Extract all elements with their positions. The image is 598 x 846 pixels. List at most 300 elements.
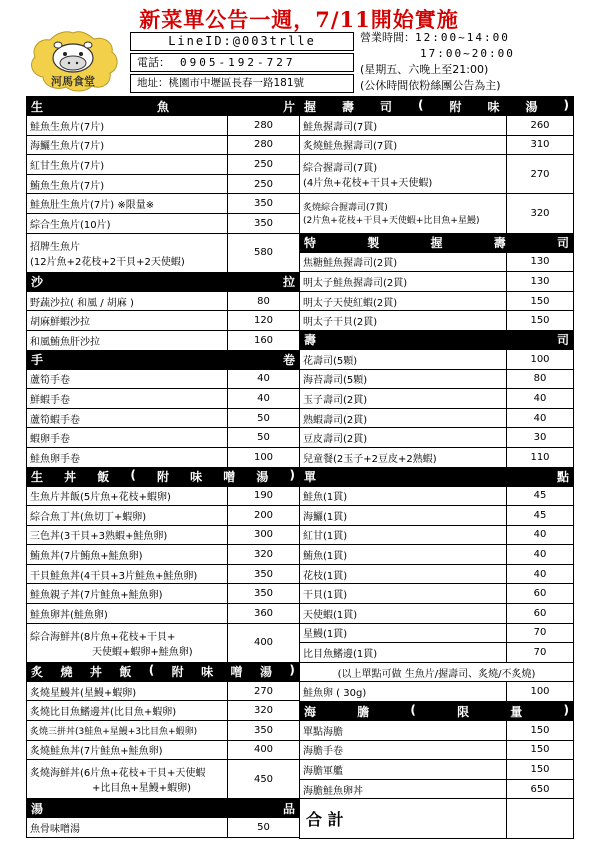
menu-item-name [27, 760, 228, 799]
menu-item [27, 564, 300, 584]
menu-item-price: 320 [228, 545, 300, 565]
total-value [507, 799, 574, 839]
menu-item-price: 130 [507, 252, 574, 272]
menu-item-price: 70 [507, 623, 574, 643]
section-title-char: 湯 [31, 801, 44, 816]
menu-item-name [27, 213, 228, 233]
menu-item-name [300, 311, 507, 331]
menu-item-name [27, 681, 228, 701]
section-title-char: 製 [367, 236, 380, 251]
menu-item [300, 447, 574, 467]
menu-item [27, 428, 300, 448]
section-title [27, 799, 300, 818]
menu-item-price: 50 [228, 408, 300, 428]
menu-item [300, 740, 574, 760]
menu-item-price: 110 [507, 447, 574, 467]
section-title-char: 噌 [223, 470, 236, 484]
menu-item-price: 50 [228, 428, 300, 448]
menu-item [300, 252, 574, 272]
menu-item-price: 45 [507, 506, 574, 526]
menu-item-name [300, 447, 507, 467]
menu-item-price: 320 [507, 194, 574, 233]
menu-item-name [300, 779, 507, 799]
section-title-char: 壽 [304, 333, 317, 348]
menu-item-price: 260 [507, 116, 574, 136]
section-title-char: ) [289, 468, 295, 482]
section-title [27, 350, 300, 369]
section-title-letters [304, 468, 569, 485]
section-title-char: 噌 [230, 665, 243, 680]
menu-item-name [300, 506, 507, 526]
phone-label: 電話： [137, 56, 170, 69]
menu-item-name-line: 鮭魚卵丼(鮭魚卵) [30, 609, 108, 621]
menu-item-name-line: 海苔壽司(5顆) [303, 375, 368, 387]
menu-item-name [300, 135, 507, 155]
menu-item-name-line: 綜合海鮮丼(8片魚+花枝+干貝+ [30, 631, 176, 643]
menu-item-name-line: 鮭魚(1貫) [303, 492, 348, 504]
menu-item-price: 270 [228, 681, 300, 701]
menu-item-price: 400 [228, 623, 300, 662]
logo-text: 河馬食堂 [51, 75, 95, 88]
menu-item [27, 116, 300, 136]
section-title-char: 味 [487, 99, 500, 114]
section-title-char: 生 [31, 470, 44, 484]
menu-item-name [300, 389, 507, 409]
menu-item-name [27, 623, 228, 662]
section-title-char: 湯 [259, 665, 272, 680]
hours-label: 營業時間： [360, 31, 415, 44]
menu-item-price: 350 [228, 564, 300, 584]
section-title-char: 膽 [357, 704, 370, 719]
section-title-char: 飯 [97, 470, 110, 484]
menu-item-name [300, 760, 507, 780]
section-title-char: 握 [430, 236, 443, 251]
total-label: 合 計 [300, 799, 507, 839]
section-title-letters [31, 351, 295, 368]
section-title-char: 特 [304, 236, 317, 251]
menu-item-name-line-2: +比目魚+星鰻+蝦卵) [92, 783, 192, 795]
menu-item-name [300, 408, 507, 428]
menu-item-name-line: 胡麻鮮蝦沙拉 [30, 317, 90, 329]
menu-item-price: 130 [507, 272, 574, 292]
phone-number: 0905-192-727 [180, 56, 296, 69]
menu-item-price: 40 [507, 545, 574, 565]
section-title-char: ( [148, 663, 155, 678]
menu-item-name [27, 818, 228, 838]
menu-item [300, 506, 574, 526]
menu-item-name-line: 三色丼(3干貝+3熟蝦+鮭魚卵) [30, 531, 168, 543]
menu-item [300, 525, 574, 545]
menu-item-price: 40 [507, 525, 574, 545]
menu-item [300, 721, 574, 741]
hours-note-1: (星期五、六晚上至21:00) [360, 63, 489, 76]
section-title-char: 品 [283, 801, 296, 816]
menu-item-name [27, 721, 228, 741]
menu-item-name-line: 魚骨味噌湯 [30, 824, 80, 836]
menu-item-price: 450 [228, 760, 300, 799]
section-title-char: 點 [556, 470, 569, 484]
menu-item-name [300, 740, 507, 760]
menu-item-price: 40 [507, 564, 574, 584]
menu-item-price: 280 [228, 135, 300, 155]
menu-item [27, 721, 300, 741]
menu-item-price: 100 [507, 682, 574, 702]
menu-item [300, 682, 574, 702]
menu-item-price: 310 [507, 135, 574, 155]
section-title-letters [31, 800, 295, 817]
menu-item-name-line: 炙燒星鰻丼(星鰻+蝦卵) [30, 687, 137, 699]
menu-item-price: 120 [228, 311, 300, 331]
menu-item-name [27, 311, 228, 331]
section-title [27, 97, 300, 116]
menu-item-name-line: 干貝(1貫) [303, 590, 348, 602]
section-title [27, 467, 300, 486]
line-id: LineID:@003trlle [130, 32, 354, 51]
menu-item-price: 580 [228, 233, 300, 272]
menu-item-name-line: 綜合魚丁丼(魚切丁+蝦卵) [30, 511, 147, 523]
menu-item-name [27, 155, 228, 175]
menu-item-name [27, 701, 228, 721]
section-title-char: 海 [304, 704, 317, 719]
menu-item-name-line: 招牌生魚片 [30, 241, 80, 253]
hours-slot-2: 17:00~20:00 [420, 47, 515, 60]
menu-item-name [27, 116, 228, 136]
menu-item-name [300, 525, 507, 545]
section-title-char: 沙 [31, 275, 44, 290]
menu-item-price: 80 [507, 369, 574, 389]
menu-item-name [300, 194, 507, 233]
menu-item-price: 45 [507, 486, 574, 506]
section-title-char: 魚 [157, 99, 170, 114]
menu-item-name [27, 525, 228, 545]
menu-item [27, 604, 300, 624]
menu-item-price: 400 [228, 740, 300, 760]
menu-item [300, 272, 574, 292]
section-header [27, 350, 300, 369]
menu-item-name-line: 炙燒海鮮丼(6片魚+花枝+干貝+天使蝦 [30, 768, 206, 780]
menu-item [300, 369, 574, 389]
menu-item-price: 190 [228, 486, 300, 506]
menu-board [26, 96, 573, 836]
menu-item-name-line: 生魚片丼飯(5片魚+花枝+蝦卵) [30, 492, 171, 504]
menu-item-name [300, 272, 507, 292]
menu-item-price: 250 [228, 155, 300, 175]
menu-item-price: 650 [507, 779, 574, 799]
menu-item-name-line: 和風鮪魚肝沙拉 [30, 336, 100, 348]
menu-item [300, 604, 574, 624]
section-header [27, 97, 300, 116]
menu-item [27, 701, 300, 721]
section-title [300, 467, 574, 486]
menu-item-name-line: 花枝(1貫) [303, 570, 348, 582]
menu-item-name-line: 炙燒鮭魚丼(7片鮭魚+鮭魚卵) [30, 746, 163, 758]
menu-item-name-line: 炙燒綜合握壽司(7貫) [303, 203, 388, 214]
section-title-char: 壽 [342, 99, 355, 114]
section-header [27, 662, 300, 681]
menu-item [300, 779, 574, 799]
menu-item-name-line: 鮭魚握壽司(7貫) [303, 121, 378, 133]
menu-item-name [300, 428, 507, 448]
menu-item [27, 760, 300, 799]
menu-item-name-line: 鮪魚生魚片(7片) [30, 180, 105, 192]
menu-item [300, 545, 574, 565]
menu-item [300, 408, 574, 428]
menu-item-name-line-2: (4片魚+花枝+干貝+天使蝦) [303, 178, 433, 190]
section-header [300, 233, 574, 252]
menu-item [27, 135, 300, 155]
menu-item [300, 428, 574, 448]
menu-item [27, 447, 300, 467]
hippo-logo-icon [26, 30, 120, 92]
menu-item-name-line: 明太子鮭魚握壽司(2貫) [303, 277, 408, 289]
menu-item [27, 155, 300, 175]
menu-item-name-line: 天使蝦(1貫) [303, 609, 358, 621]
section-title [27, 272, 300, 291]
menu-item-price: 360 [228, 604, 300, 624]
menu-item-price: 280 [228, 116, 300, 136]
section-header [300, 97, 574, 116]
total-row [300, 799, 574, 839]
section-title-letters [31, 468, 295, 485]
menu-right-column [299, 96, 574, 839]
menu-item-name-line: 蘆筍手卷 [30, 375, 70, 387]
menu-item [27, 174, 300, 194]
menu-item-name-line: 綜合生魚片(10片) [30, 219, 111, 231]
section-title-char: 味 [201, 665, 214, 680]
menu-item-name-line: 星鰻(1貫) [303, 629, 348, 641]
menu-item-name [27, 389, 228, 409]
menu-item-name [300, 604, 507, 624]
section-title-char: 司 [380, 99, 393, 114]
menu-item-price: 320 [228, 701, 300, 721]
menu-item-price: 100 [507, 349, 574, 369]
section-title [300, 97, 574, 116]
menu-item-name [300, 643, 507, 663]
menu-item-name-line: 明太子天使紅蝦(2貫) [303, 297, 398, 309]
menu-item-name [27, 135, 228, 155]
menu-item-name [27, 174, 228, 194]
menu-item-name [27, 330, 228, 350]
section-title [300, 233, 574, 252]
menu-item-name [27, 369, 228, 389]
menu-item-name-line: 焦糖鮭魚握壽司(2貫) [303, 258, 398, 270]
section-title-char: 司 [556, 333, 569, 348]
section-title-char: 生 [31, 99, 44, 114]
menu-item-name [300, 564, 507, 584]
section-title-char: 附 [171, 665, 184, 680]
menu-item [27, 311, 300, 331]
menu-item-name [27, 233, 228, 272]
menu-item-price: 250 [228, 174, 300, 194]
section-title-char: 握 [304, 99, 317, 114]
menu-item-name [27, 506, 228, 526]
menu-item-name [300, 252, 507, 272]
menu-item-price: 40 [228, 389, 300, 409]
menu-item-name [300, 721, 507, 741]
menu-item-price: 350 [228, 721, 300, 741]
section-header [27, 799, 300, 818]
section-title-letters [304, 234, 569, 251]
menu-item-name [300, 349, 507, 369]
menu-item-price: 150 [507, 291, 574, 311]
menu-item [27, 213, 300, 233]
menu-item-price: 150 [507, 760, 574, 780]
menu-item-name-line: 熟蝦壽司(2貫) [303, 414, 368, 426]
menu-item-name-line: 鮪魚(1貫) [303, 551, 348, 563]
section-title-char: ( [418, 97, 424, 112]
menu-item-name-line: 炙燒鮭魚握壽司(7貫) [303, 141, 398, 153]
phone-info [130, 53, 354, 72]
menu-item-name-line: 鮮蝦手卷 [30, 394, 70, 406]
menu-item [300, 486, 574, 506]
menu-item-name-line: 海膽軍艦 [303, 766, 343, 778]
menu-item [27, 545, 300, 565]
menu-item-name-line: 豆皮壽司(2貫) [303, 434, 368, 446]
section-title-letters [304, 98, 569, 115]
section-title [300, 702, 574, 721]
section-title [27, 662, 300, 681]
section-title-char: ( [410, 702, 416, 717]
menu-item-name-line: 野蔬沙拉( 和風 / 胡麻 ) [30, 297, 134, 309]
section-title-letters [304, 331, 569, 348]
menu-item [300, 584, 574, 604]
menu-item-price: 40 [507, 408, 574, 428]
menu-item-name-line: 玉子壽司(2貫) [303, 394, 368, 406]
menu-item [27, 681, 300, 701]
menu-item [27, 506, 300, 526]
menu-item-name-line: 鮭魚肚生魚片(7片) ※限量※ [30, 200, 155, 212]
section-title-char: 限 [457, 704, 470, 719]
menu-item-name-line: 鮭魚卵手卷 [30, 453, 80, 465]
menu-item [300, 116, 574, 136]
menu-item-name [27, 447, 228, 467]
menu-item-name [27, 408, 228, 428]
section-title-char: 卷 [283, 353, 296, 368]
section-title-char: 量 [510, 704, 523, 719]
menu-item-name-line: 干貝鮭魚丼(4干貝+3片鮭魚+鮭魚卵) [30, 570, 198, 582]
menu-item-name [27, 584, 228, 604]
menu-item-price: 150 [507, 311, 574, 331]
menu-item-name-line: 蝦卵手卷 [30, 434, 70, 446]
menu-title: 新菜單公告一週，7/11開始實施 [139, 7, 459, 32]
section-title-char: 壽 [493, 236, 506, 251]
menu-item [27, 525, 300, 545]
menu-item-name [27, 194, 228, 214]
menu-item [300, 349, 574, 369]
section-title-char: 味 [190, 470, 203, 484]
menu-item [300, 643, 574, 663]
section-header [300, 330, 574, 349]
menu-item [300, 135, 574, 155]
section-title-char: 附 [449, 99, 462, 114]
menu-item-name-line: 鮭魚親子丼(7片鮭魚+鮭魚卵) [30, 590, 163, 602]
menu-item-price: 270 [507, 155, 574, 194]
menu-item-name [27, 545, 228, 565]
business-hours [360, 30, 570, 94]
menu-item-price: 300 [228, 525, 300, 545]
menu-item-name-line: 海鱺生魚片(7片) [30, 141, 105, 153]
menu-item [27, 194, 300, 214]
menu-item [300, 155, 574, 194]
address: 地址：桃園市中壢區長春一路181號 [130, 74, 354, 93]
menu-item-name-line: 花壽司(5顆) [303, 355, 358, 367]
menu-item [27, 740, 300, 760]
section-title-char: 飯 [119, 665, 132, 680]
menu-item-price: 40 [507, 389, 574, 409]
menu-item-name [300, 545, 507, 565]
section-header [27, 272, 300, 291]
section-title-char: 片 [283, 99, 296, 114]
menu-item-name-line-2: (12片魚+2花枝+2干貝+2天使蝦) [30, 256, 185, 268]
menu-item-name [27, 604, 228, 624]
section-title-char: 湯 [525, 99, 538, 114]
menu-item-price: 150 [507, 721, 574, 741]
section-header [300, 467, 574, 486]
menu-item-name-line: 綜合握壽司(7貫) [303, 163, 378, 175]
menu-item [27, 486, 300, 506]
section-title-char: 單 [304, 470, 317, 484]
section-title-char: 丼 [89, 665, 102, 680]
section-title-char: 炙 [31, 665, 44, 680]
menu-item-name [300, 584, 507, 604]
menu-left-column [26, 96, 300, 838]
menu-item-name: 鮭魚卵 ( 30g) [300, 682, 507, 702]
menu-item [300, 291, 574, 311]
menu-item [27, 389, 300, 409]
section-title-char: ( [130, 468, 136, 482]
menu-item-price: 60 [507, 584, 574, 604]
section-title-char: 拉 [283, 275, 296, 290]
menu-item-name [300, 369, 507, 389]
menu-item-name-line: 單點海膽 [303, 726, 343, 738]
menu-item-name [27, 291, 228, 311]
menu-item-price: 160 [228, 330, 300, 350]
menu-item-price: 80 [228, 291, 300, 311]
section-title-char: 湯 [256, 470, 269, 484]
menu-item-name-line: 蘆筍蝦手卷 [30, 414, 80, 426]
menu-item-price: 70 [507, 643, 574, 663]
menu-item-name [300, 623, 507, 643]
menu-item-price: 50 [228, 818, 300, 838]
menu-item-name-line: 比目魚鰭邊(1貫) [303, 649, 378, 661]
menu-item-name-line: 海膽手卷 [303, 746, 343, 758]
menu-item-name [27, 564, 228, 584]
menu-item-name [300, 155, 507, 194]
menu-item [300, 311, 574, 331]
menu-item-name-line: 海膽鮭魚卵丼 [303, 785, 363, 797]
section-title-char: ) [563, 702, 569, 717]
section-title [300, 330, 574, 349]
menu-item-price: 350 [228, 213, 300, 233]
menu-item [300, 194, 574, 233]
menu-item-price: 150 [507, 740, 574, 760]
section-title-char: 司 [556, 236, 569, 251]
menu-item-name-line: 炙燒比目魚鰭邊丼(比目魚+蝦卵) [30, 707, 177, 719]
menu-item [300, 760, 574, 780]
menu-item-name [27, 740, 228, 760]
menu-item [27, 408, 300, 428]
menu-item [27, 291, 300, 311]
section-title-char: 附 [156, 470, 169, 484]
menu-item [300, 389, 574, 409]
menu-item-price: 350 [228, 584, 300, 604]
section-title-letters [31, 98, 295, 115]
hours-slot-1: 12:00~14:00 [415, 31, 510, 44]
menu-item [27, 818, 300, 838]
menu-item-name-line: 海鱺(1貫) [303, 511, 348, 523]
section-title-char: ) [289, 663, 295, 678]
section-title-letters [304, 703, 569, 720]
